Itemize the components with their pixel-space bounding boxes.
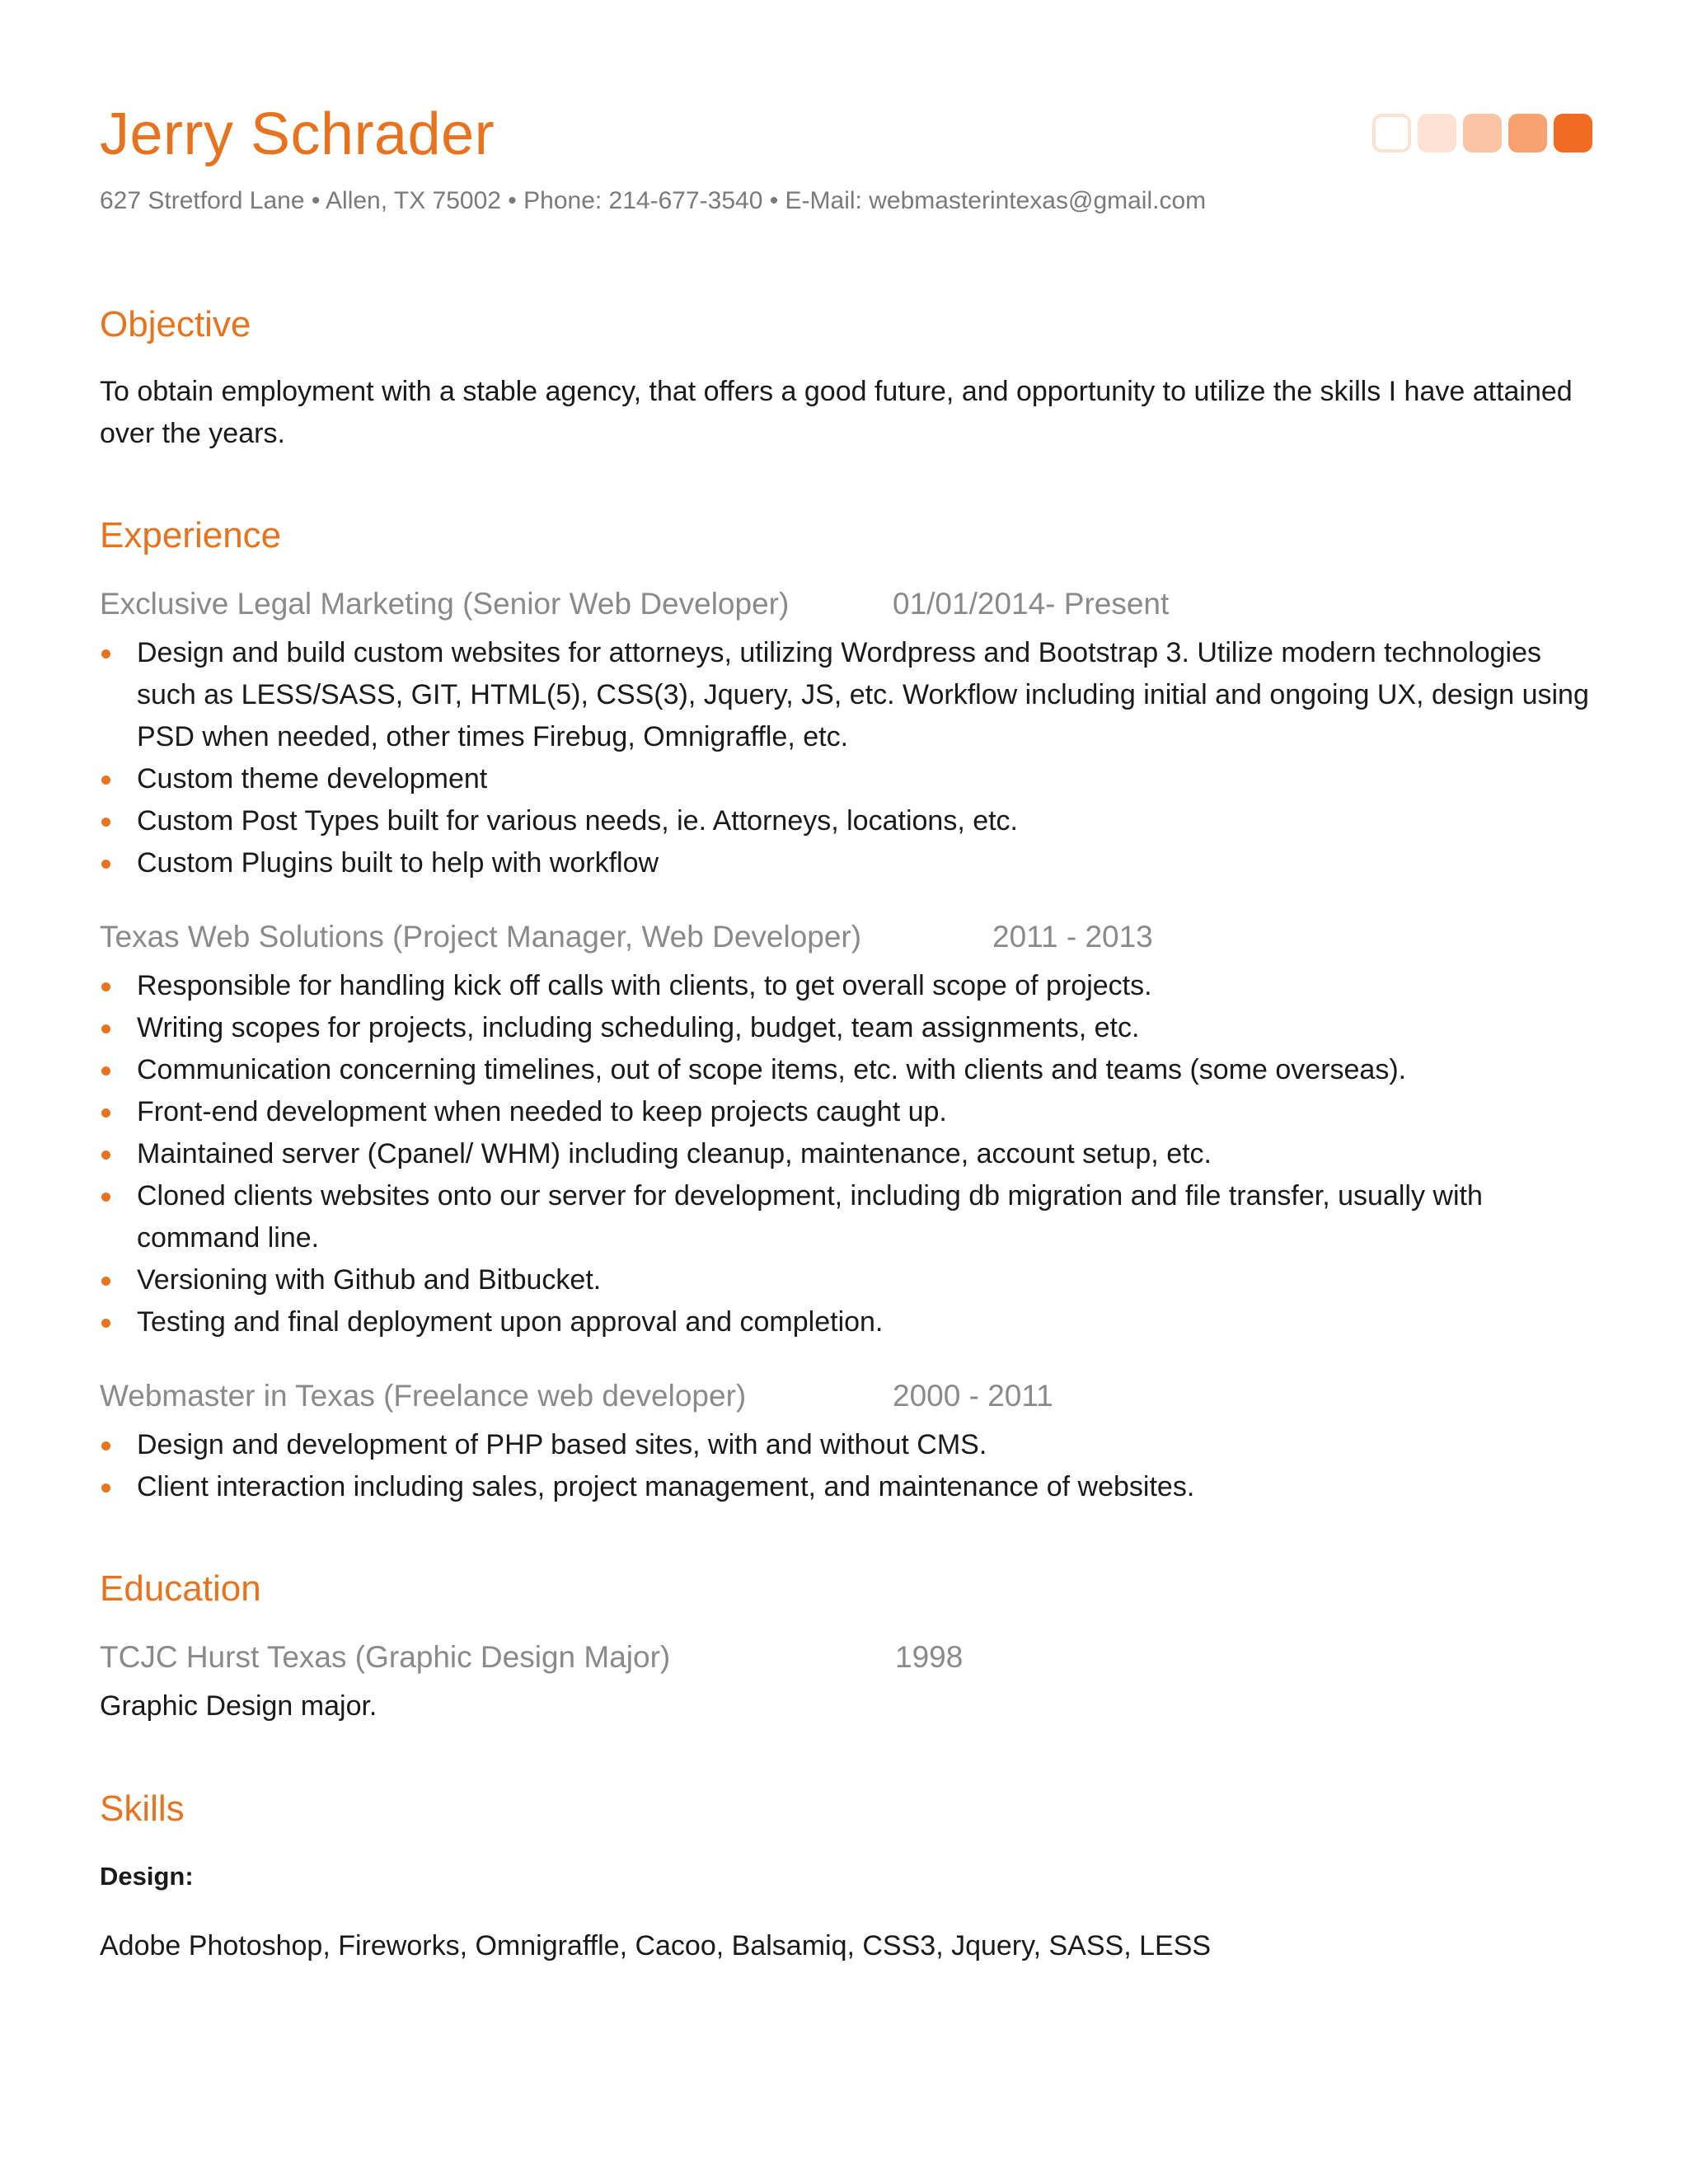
list-item: Versioning with Github and Bitbucket. [100,1259,1592,1301]
job-bullets [100,965,1592,1343]
square-icon [1372,114,1411,152]
list-item: Custom Post Types built for various needs, ie. Attorneys, locations, etc. [100,800,1592,842]
list-item: Cloned clients websites onto our server for development, including db migration and file transfer, usually with command line. [100,1175,1592,1259]
job-title: Exclusive Legal Marketing (Senior Web Developer) [100,587,790,621]
list-item: Writing scopes for projects, including scheduling, budget, team assignments, etc. [100,1007,1592,1049]
job-heading [100,1376,1053,1416]
objective-heading: Objective [100,304,251,344]
education-year: 1998 [895,1640,964,1674]
experience-heading: Experience [100,515,282,555]
list-item: Maintained server (Cpanel/ WHM) including cleanup, maintenance, account setup, etc. [100,1133,1592,1175]
list-item: Client interaction including sales, project management, and maintenance of websites. [100,1466,1592,1508]
list-item: Design and build custom websites for attorneys, utilizing Wordpress and Bootstrap 3. Utilize modern technologies such as LESS/SASS, GIT, HTML(5), CSS(3), Jquery, JS, etc. Workflow including initial and ongoing UX, design using PSD when needed, other times Firebug, Omnigraffle, etc. [100,632,1592,758]
job-dates: 01/01/2014- Present [893,587,1170,621]
job-title: Texas Web Solutions (Project Manager, Web Developer) [100,920,862,954]
square-icon [1554,114,1592,152]
decorative-squares [1372,114,1592,152]
skills-list: Adobe Photoshop, Fireworks, Omnigraffle, Cacoo, Balsamiq, CSS3, Jquery, SASS, LESS [100,1930,1212,1961]
square-icon [1508,114,1547,152]
resume-page [100,0,1592,2184]
list-item: Design and development of PHP based sites, with and without CMS. [100,1424,1592,1466]
job-dates: 2000 - 2011 [893,1379,1053,1413]
skills-heading: Skills [100,1788,185,1829]
school-name: TCJC Hurst Texas (Graphic Design Major) [100,1640,671,1674]
list-item: Front-end development when needed to keep projects caught up. [100,1091,1592,1133]
list-item: Custom Plugins built to help with workflow [100,842,1592,884]
job-dates: 2011 - 2013 [992,920,1153,954]
objective-text: To obtain employment with a stable agency, that offers a good future, and opportunity to utilize the skills I have attained over the years. [100,376,1573,449]
list-item: Custom theme development [100,758,1592,800]
job-heading [100,584,1170,624]
candidate-name: Jerry Schrader [100,101,495,167]
square-icon [1463,114,1502,152]
square-icon [1418,114,1456,152]
education-entry [100,1638,964,1677]
job-bullets [100,632,1592,884]
job-bullets [100,1424,1592,1508]
contact-line: 627 Stretford Lane • Allen, TX 75002 • Phone: 214-677-3540 • E-Mail: webmasterintexas@gmail.com [100,187,1207,214]
job-heading [100,917,1153,957]
education-heading: Education [100,1568,261,1609]
job-title: Webmaster in Texas (Freelance web developer) [100,1379,747,1413]
education-detail: Graphic Design major. [100,1690,377,1722]
list-item: Responsible for handling kick off calls with clients, to get overall scope of projects. [100,965,1592,1007]
list-item: Communication concerning timelines, out of scope items, etc. with clients and teams (some overseas). [100,1049,1592,1091]
skills-category: Design: [100,1862,194,1891]
list-item: Testing and final deployment upon approval and completion. [100,1301,1592,1343]
